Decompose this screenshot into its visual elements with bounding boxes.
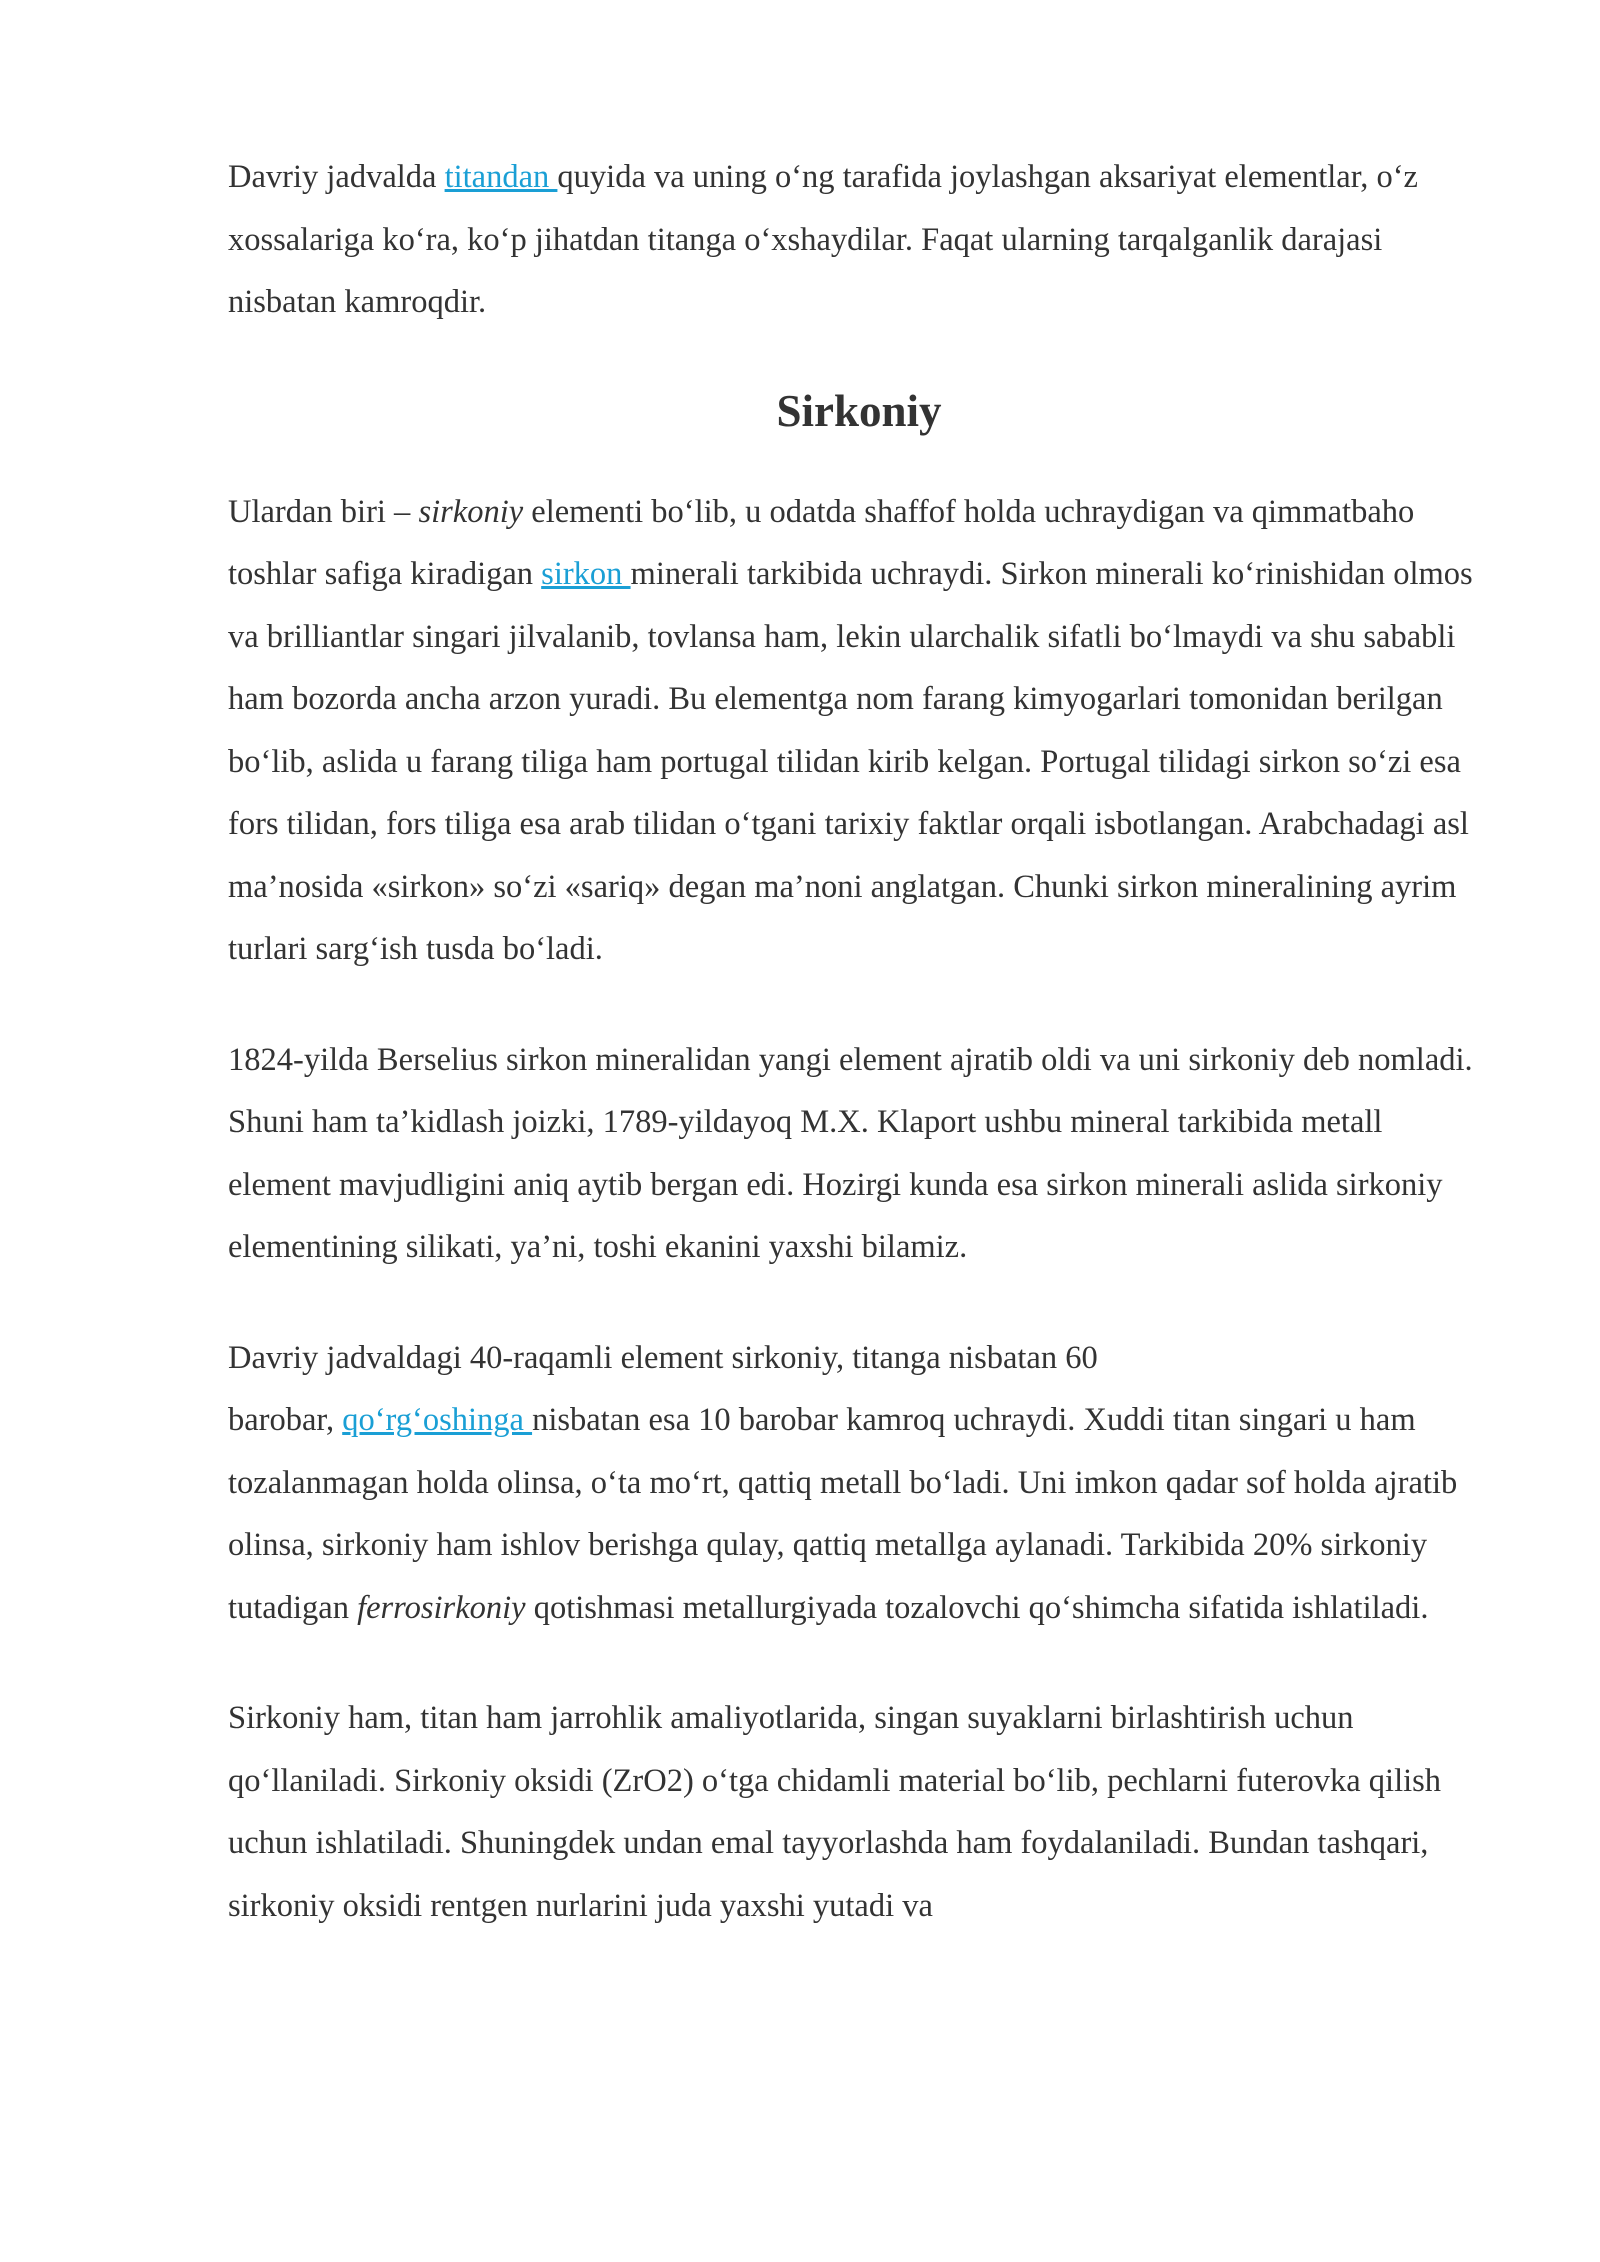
link-titandan[interactable]: titandan bbox=[444, 159, 558, 195]
paragraph-2-text-3: minerali tarkibida uchraydi. Sirkon minerali ko‘rinishidan olmos va brilliantlar singari jilvalanib, tovlansa ham, lekin ularchalik sifatli bo‘lmaydi va shu sababli ham bozorda ancha arzon yuradi. Bu elementga nom farang kimyogarlari tomonidan berilgan bo‘lib, aslida u farang tiliga ham portugal tilidan kirib kelgan. Portugal tilidagi sirkon so‘zi esa fors tilidan, fors tiliga esa arab tilidan o‘tgani tarixiy faktlar orqali isbotlangan. Arabchadagi asl ma’nosida «sirkon» so‘zi «sariq» degan ma’noni anglatgan. Chunki sirkon mineralining ayrim turlari sarg‘ish tusda bo‘ladi. bbox=[228, 556, 1473, 967]
paragraph-sirkoniy-origin bbox=[228, 481, 1490, 981]
paragraph-discovery: 1824-yilda Berselius sirkon mineralidan yangi element ajratib oldi va uni sirkoniy deb nomladi. Shuni ham ta’kidlash joizki, 1789-yildayoq M.X. Klaport ushbu mineral tarkibida metall element mavjudligini aniq aytib bergan edi. Hozirgi kunda esa sirkon minerali aslida sirkoniy elementining silikati, ya’ni, toshi ekanini yaxshi bilamiz. bbox=[228, 1041, 1473, 1265]
paragraph-2-text-2: elementi bo‘lib, u odatda shaffof holda uchraydigan va qimmatbaho toshlar safiga kiradigan bbox=[228, 493, 1415, 592]
link-qorgoshinga[interactable]: qo‘rg‘oshinga bbox=[342, 1402, 533, 1438]
paragraph-intro-text-2: quyida va uning o‘ng tarafida joylashgan aksariyat elementlar, o‘z xossalariga ko‘ra, ko‘p jihatdan titanga o‘xshaydilar. Faqat ularning tarqalganlik darajasi nisbatan kamroqdir. bbox=[228, 159, 1418, 320]
paragraph-4-text-3: nisbatan esa 10 barobar kamroq uchraydi. Xuddi titan singari u ham tozalanmagan holda olinsa, o‘ta mo‘rt, qattiq metall bo‘ladi. Uni imkon qadar sof holda ajratib olinsa, sirkoniy ham ishlov berishga qulay, qattiq metallga aylanadi. Tarkibida 20% sirkoniy tutadigan bbox=[228, 1402, 1458, 1626]
paragraph-4-text-4: qotishmasi metallurgiyada tozalovchi qo‘shimcha sifatida ishlatiladi. bbox=[525, 1589, 1429, 1626]
paragraph-intro-text-1: Davriy jadvalda bbox=[228, 159, 445, 195]
italic-ferrosirkoniy: ferrosirkoniy bbox=[357, 1589, 526, 1626]
paragraph-4-text-2: barobar, bbox=[228, 1402, 343, 1438]
link-sirkon[interactable]: sirkon bbox=[541, 556, 631, 592]
italic-sirkoniy: sirkoniy bbox=[418, 493, 524, 530]
paragraph-abundance bbox=[228, 1327, 1490, 1640]
section-heading: Sirkoniy bbox=[776, 385, 942, 436]
paragraph-2-text-1: Ulardan biri – bbox=[228, 493, 419, 530]
document-body bbox=[228, 146, 1490, 1937]
paragraph-4-text-1: Davriy jadvaldagi 40-raqamli element sirkoniy, titanga nisbatan 60 bbox=[228, 1339, 1098, 1376]
paragraph-intro bbox=[228, 146, 1490, 334]
paragraph-applications: Sirkoniy ham, titan ham jarrohlik amaliyotlarida, singan suyaklarni birlashtirish uchun qo‘llaniladi. Sirkoniy oksidi (ZrO2) o‘tga chidamli material bo‘lib, pechlarni futerovka qilish uchun ishlatiladi. Shuningdek undan emal tayyorlashda ham foydalaniladi. Bundan tashqari, sirkoniy oksidi rentgen nurlarini juda yaxshi yutadi va bbox=[228, 1700, 1442, 1924]
